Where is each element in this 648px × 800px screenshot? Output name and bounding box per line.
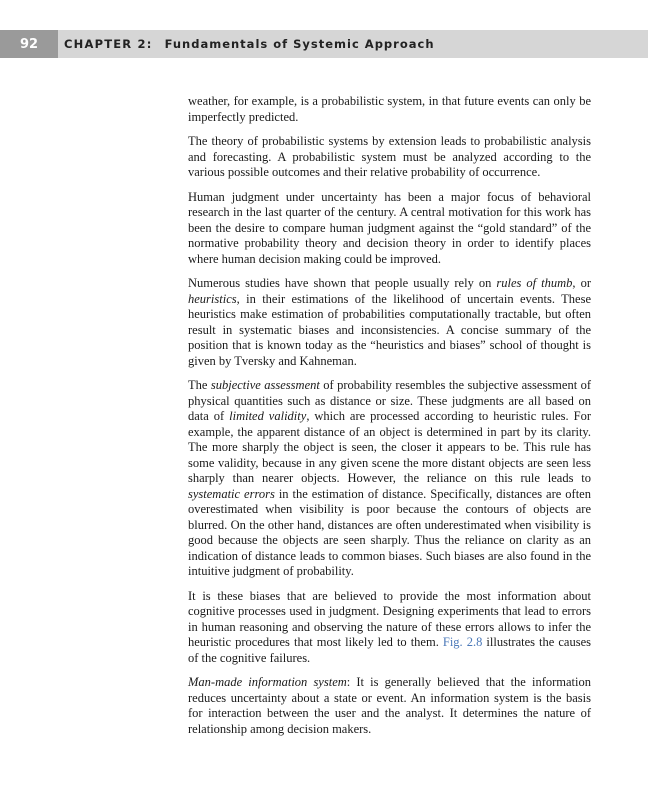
term-rules-of-thumb: rules of thumb <box>496 276 573 290</box>
text-run: The <box>188 378 211 392</box>
chapter-label: CHAPTER 2: <box>64 37 153 51</box>
paragraph-3: Human judgment under uncertainty has been a major focus of behavioral research in the last quarter of the century. A central motivation for this work has been the desire to compare human judgment against the “gold standard” of the normative probability theory and decision theory in order to identify places where human decision making could be improved. <box>188 189 591 266</box>
chapter-heading <box>64 37 435 51</box>
running-header <box>0 30 648 58</box>
text-run: , or <box>572 276 591 290</box>
body-text <box>188 94 591 746</box>
text-run: It is these biases that are believed to provide the most information about cognitive processes used in judgment. Designing experiments that lead to errors in human reasoning and observing the nature of these errors allows to infer the heuristic procedures that most likely led to them. <box>188 588 591 649</box>
paragraph-1: weather, for example, is a probabilistic system, in that future events can only be imperfectly predicted. <box>188 94 591 124</box>
paragraph-4 <box>188 276 591 369</box>
term-subjective-assessment: subjective assessment <box>210 378 320 392</box>
paragraph-6 <box>188 589 591 667</box>
text-run: : It is generally believed that the information reduces uncertainty about a state or event. An information system is the basis for interaction between the user and the analyst. It determines the nature of relationship among decision makers. <box>188 675 591 736</box>
page-number: 92 <box>0 30 58 58</box>
text-run: , which are processed according to heuristic rules. For example, the apparent distance of an object is determined in part by its clarity. The more sharply the object is seen, the closer it appears to be. This rule has some validity, because in any given scene the more distant objects are seen less sharply than nearer objects. However, the reliance on this rule leads to <box>188 409 591 485</box>
paragraph-5 <box>188 378 591 580</box>
paragraph-2: The theory of probabilistic systems by extension leads to probabilistic analysis and forecasting. A probabilistic system must be analyzed according to the various possible outcomes and their relative probability of occurrence. <box>188 134 591 179</box>
text-run: , in their estimations of the likelihood of uncertain events. These heuristics make estimation of probabilities computationally tractable, but often result in systematic biases and inconsistencies. A concise summary of the position that is known today as the “heuristics and biases” school of thought is given by Tversky and Kahneman. <box>188 291 591 368</box>
paragraph-7 <box>188 675 591 737</box>
chapter-title: Fundamentals of Systemic Approach <box>164 37 435 51</box>
term-limited-validity: limited validity <box>229 409 307 423</box>
term-heuristics: heuristics <box>188 291 237 306</box>
text-run: of probability resembles the subjective assessment of physical quantities such as distance or size. These judgments are all based on data of <box>188 378 592 423</box>
term-systematic-errors: systematic errors <box>188 486 275 501</box>
term-man-made-information-system: Man-made information system <box>188 675 347 689</box>
text-run: illustrates the causes of the cognitive failures. <box>188 635 591 665</box>
text-run: in the estimation of distance. Specifically, distances are often overestimated when visibility is poor because the contours of objects are blurred. On the other hand, distances are often underestimated when visibility is good because the objects are seen sharply. Thus the reliance on clarity as an indication of distance leads to common biases. Such biases are also found in the intuitive judgment of probability. <box>188 486 591 578</box>
text-run: Numerous studies have shown that people usually rely on <box>188 276 497 290</box>
figure-link[interactable]: Fig. 2.8 <box>442 635 483 649</box>
